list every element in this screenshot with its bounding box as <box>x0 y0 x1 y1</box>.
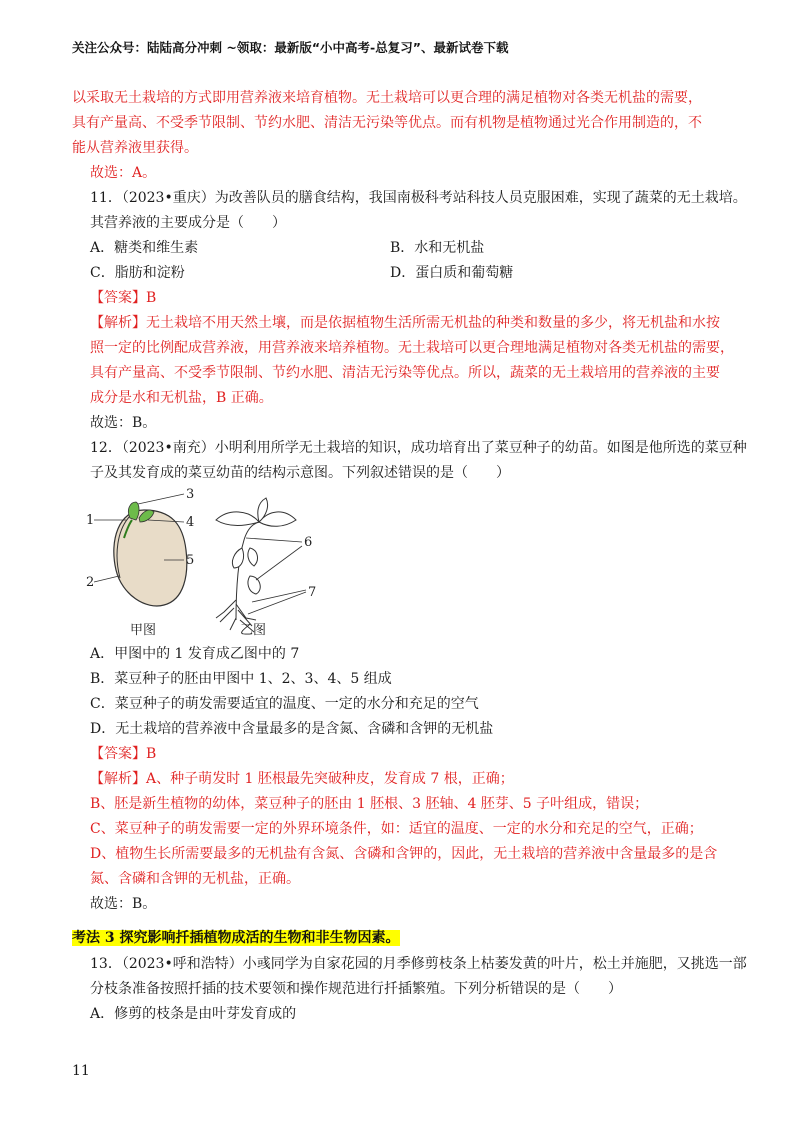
label-7: 7 <box>308 585 317 600</box>
question-stem: 11．（2023•重庆）为改善队员的膳食结构，我国南极科考站科技人员克服困难，实现了蔬菜的无土栽培。 <box>90 190 747 206</box>
analysis-line: 具有产量高、不受季节限制、节约水肥、清洁无污染等优点。而有机物是植物通过光合作用制造的，不 <box>72 115 702 131</box>
page-header: 关注公众号：陆陆高分冲刺 ~领取：最新版“小中高考-总复习”、最新试卷下载 <box>72 40 509 55</box>
analysis-line: D、植物生长所需要最多的无机盐有含氮、含磷和含钾的，因此，无土栽培的营养液中含量最多的是含 <box>90 846 718 862</box>
question-11 <box>72 186 747 436</box>
question-stem: 13．（2023•呼和浩特）小彧同学为自家花园的月季修剪枝条上枯萎发黄的叶片，松土并施肥，又挑选一部 <box>90 956 747 972</box>
section-heading <box>72 926 732 951</box>
analysis-line: 以采取无土栽培的方式即用营养液来培育植物。无土栽培可以更合理的满足植物对各类无机盐的需要， <box>72 90 702 106</box>
label-5: 5 <box>186 553 195 568</box>
choice-line: 故选：B。 <box>90 415 157 431</box>
bean-seed-figure <box>84 480 344 640</box>
question-13 <box>72 952 747 1027</box>
label-4: 4 <box>186 515 195 530</box>
caption-jia: 甲图 <box>130 623 157 638</box>
analysis-line: 具有产量高、不受季节限制、节约水肥、清洁无污染等优点。所以，蔬菜的无土栽培用的营养液的主要 <box>90 365 720 381</box>
option-d: D．蛋白质和葡萄糖 <box>390 265 514 281</box>
question-stem: 子及其发育成的菜豆幼苗的结构示意图。下列叙述错误的是（ ） <box>90 465 510 481</box>
analysis-line: 氮、含磷和含钾的无机盐，正确。 <box>90 871 300 887</box>
question-stem: 其营养液的主要成分是（ ） <box>90 215 286 231</box>
label-2: 2 <box>86 575 95 590</box>
question-12-body <box>72 642 732 917</box>
page-number: 11 <box>72 1063 90 1079</box>
option-row <box>72 236 732 261</box>
choice-line: 故选：B。 <box>90 896 157 912</box>
answer-line: 【答案】B <box>90 290 157 306</box>
bean-seedling-diagram <box>216 498 306 632</box>
analysis-line: 能从营养液里获得。 <box>72 140 198 156</box>
option-a: A．修剪的枝条是由叶芽发育成的 <box>90 1006 297 1022</box>
answer-line: 【答案】B <box>90 746 157 762</box>
option-b: B．水和无机盐 <box>390 240 485 256</box>
label-1: 1 <box>86 513 95 528</box>
option-a: A．糖类和维生素 <box>90 240 199 256</box>
section-title: 考法 3 探究影响扦插植物成活的生物和非生物因素。 <box>72 930 400 946</box>
prev-analysis <box>72 86 732 186</box>
analysis-line: 【解析】无土栽培不用天然土壤，而是依据植物生活所需无机盐的种类和数量的多少，将无机盐和水按 <box>90 315 720 331</box>
caption-yi: 乙图 <box>240 623 267 638</box>
option-row <box>72 261 732 286</box>
option-a: A．甲图中的 1 发育成乙图中的 7 <box>90 646 300 662</box>
option-d: D．无土栽培的营养液中含量最多的是含氮、含磷和含钾的无机盐 <box>90 721 494 737</box>
label-3: 3 <box>186 487 195 502</box>
analysis-line: 照一定的比例配成营养液，用营养液来培养植物。无土栽培可以更合理地满足植物对各类无机盐的需要， <box>90 340 734 356</box>
bean-seed-diagram <box>94 494 187 606</box>
analysis-line: C、菜豆种子的萌发需要一定的外界环境条件，如：适宜的温度、一定的水分和充足的空气，正确； <box>90 821 703 837</box>
option-c: C．菜豆种子的萌发需要适宜的温度、一定的水分和充足的空气 <box>90 696 479 712</box>
option-c: C．脂肪和淀粉 <box>90 265 185 281</box>
analysis-line: B、胚是新生植物的幼体，菜豆种子的胚由 1 胚根、3 胚轴、4 胚芽、5 子叶组成，错误； <box>90 796 649 812</box>
label-6: 6 <box>304 535 313 550</box>
option-b: B．菜豆种子的胚由甲图中 1、2、3、4、5 组成 <box>90 671 392 687</box>
analysis-line: 【解析】A、种子萌发时 1 胚根最先突破种皮，发育成 7 根，正确； <box>90 771 514 787</box>
choice-line: 故选：A。 <box>90 165 157 181</box>
question-stem: 分枝条准备按照扦插的技术要领和操作规范进行扦插繁殖。下列分析错误的是（ ） <box>90 981 622 997</box>
question-12-stem <box>72 436 747 486</box>
question-stem: 12．（2023•南充）小明利用所学无土栽培的知识，成功培育出了菜豆种子的幼苗。如图是他所选的菜豆种 <box>90 440 747 456</box>
analysis-line: 成分是水和无机盐，B 正确。 <box>90 390 273 406</box>
